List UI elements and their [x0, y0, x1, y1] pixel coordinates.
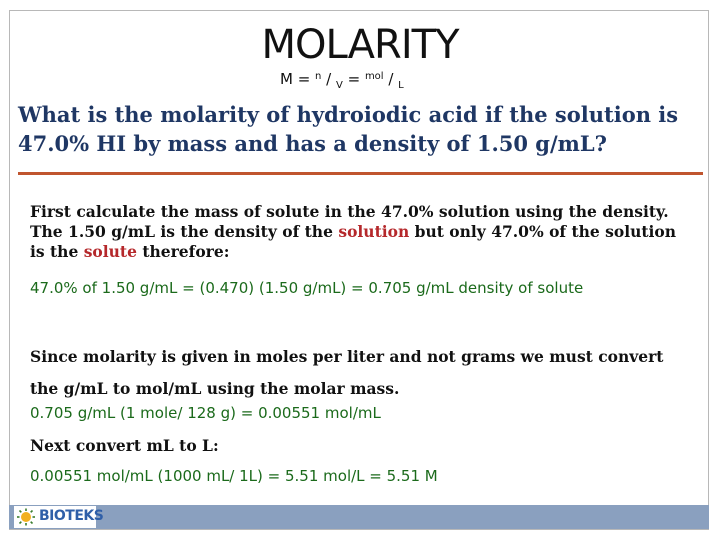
formula-mol: mol — [364, 71, 384, 82]
calculation-step-3: 0.00551 mol/mL (1000 mL/ 1L) = 5.51 mol/L = 5.51 M — [30, 467, 438, 485]
solution-highlight: solution — [338, 222, 410, 241]
formula-slash: / — [383, 70, 399, 88]
para1-text: but only 47.0% of the solution is the — [30, 222, 677, 261]
bioteks-logo — [14, 506, 104, 528]
para1-text: therefore: — [136, 242, 230, 261]
sun-logo-icon — [16, 508, 36, 530]
para1-text: First calculate the mass of solute in the 47.0% solution using the density. The 1.50 g/mL is the density of the — [30, 202, 669, 241]
question-text: What is the molarity of hydroiodic acid if the solution is 47.0% HI by mass and has a density of 1.50 g/mL? — [18, 102, 679, 156]
divider-rule — [18, 172, 703, 175]
slide-title: MOLARITY — [261, 22, 459, 68]
formula-v: V — [335, 80, 343, 91]
molarity-formula — [280, 70, 404, 91]
logo-text: BIOTEKS — [39, 508, 104, 524]
explanation-paragraph-2: Since molarity is given in moles per liter and not grams we must convert the g/mL to mol/mL using the molar mass. — [30, 347, 664, 398]
calculation-step-1: 47.0% of 1.50 g/mL = (0.470) (1.50 g/mL) = 0.705 g/mL density of solute — [30, 279, 584, 297]
formula-slash: / — [321, 70, 336, 88]
formula-l: L — [398, 80, 404, 91]
footer-bar — [9, 505, 709, 529]
calculation-step-2: 0.705 g/mL (1 mole/ 128 g) = 0.00551 mol/mL — [30, 404, 381, 422]
formula-n: n — [315, 71, 322, 82]
explanation-paragraph-3: Next convert mL to L: — [30, 436, 219, 455]
explanation-paragraph-1 — [30, 202, 690, 262]
formula-lhs: M = — [280, 70, 316, 88]
solute-highlight: solute — [83, 242, 137, 261]
formula-equals: = — [342, 70, 365, 88]
